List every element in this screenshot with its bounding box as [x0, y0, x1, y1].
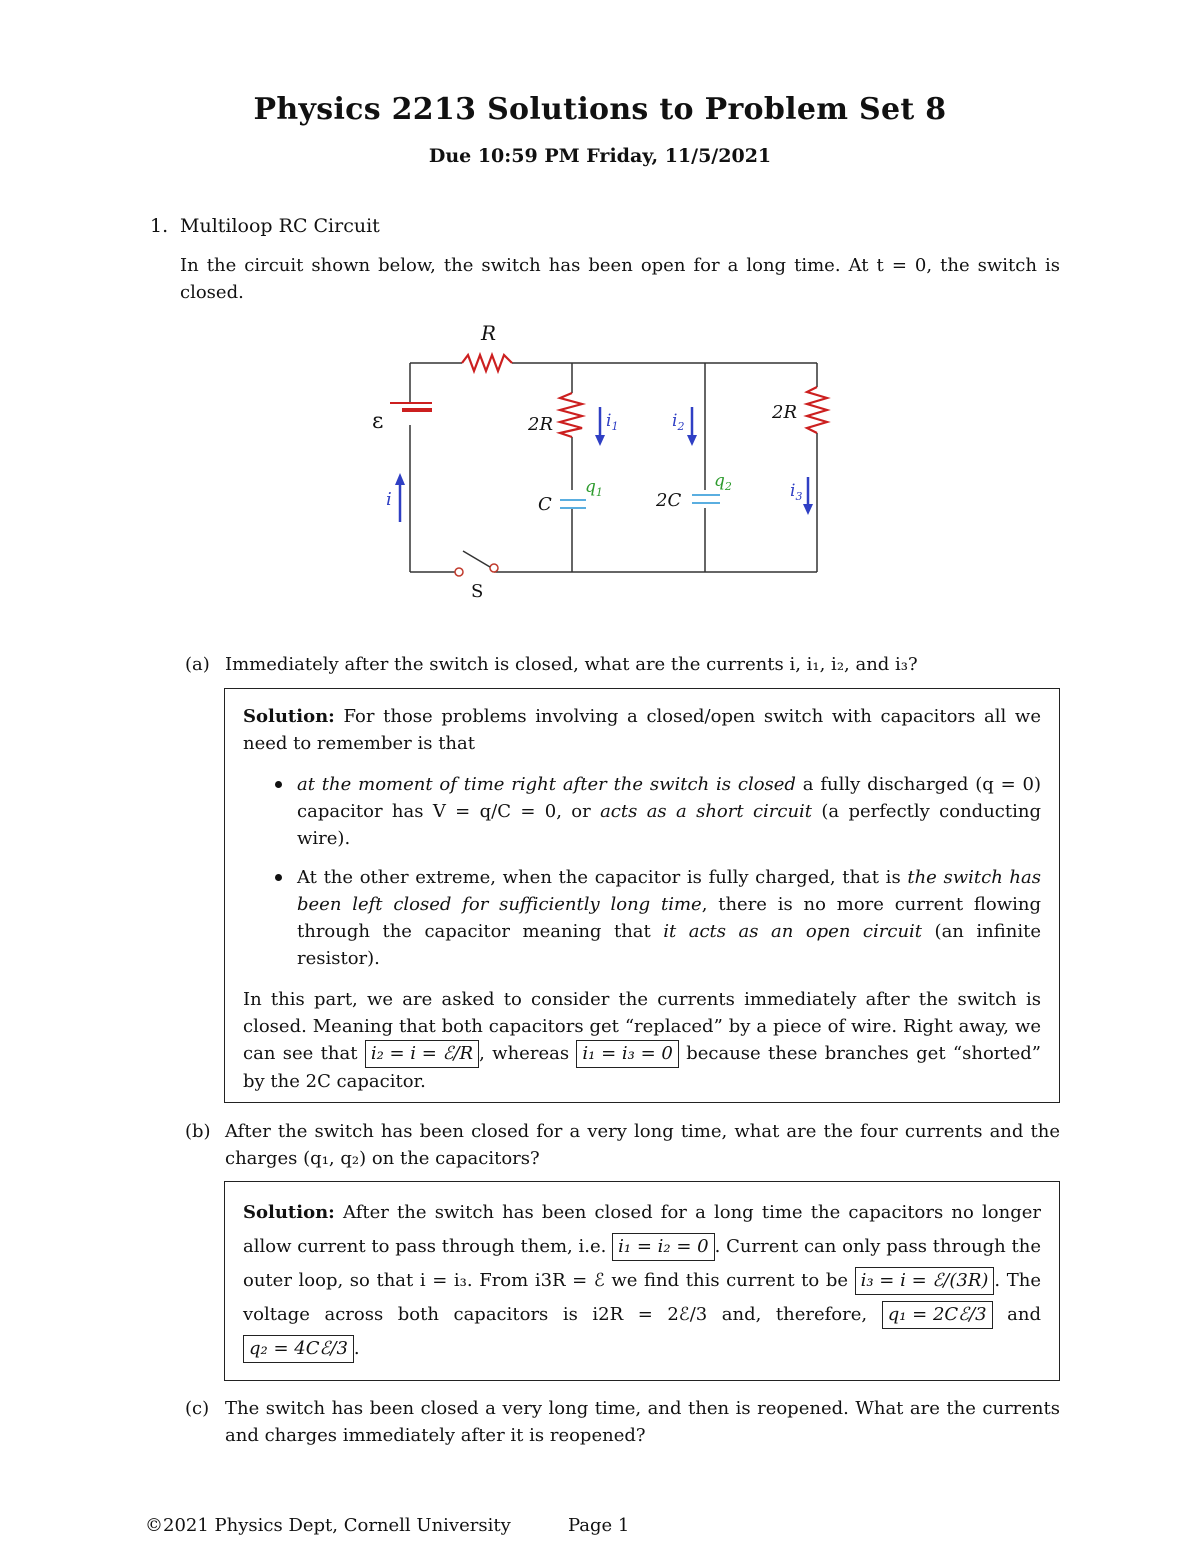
problem-heading [150, 215, 380, 237]
part-c-label: (c) [185, 1398, 210, 1419]
label-2R-right: 2R [772, 402, 798, 423]
label-i3: $i_3$ [790, 481, 803, 503]
label-q1: $q_1$ [585, 477, 603, 499]
resistor-2R-left [560, 393, 582, 437]
footer-copyright: ©2021 Physics Dept, Cornell University [145, 1515, 511, 1536]
bullet-open-circuit: At the other extreme, when the capacitor is fully charged, that is the switch has been left closed for sufficiently long time, there is no more current flowing through the capacitor meaning that it acts as an open circuit (an infinite resistor). [297, 864, 1041, 972]
circuit-diagram [360, 315, 840, 605]
answer-box-i2: i₂ = i = ℰ/R [365, 1040, 479, 1068]
page-title: Physics 2213 Solutions to Problem Set 8 [253, 92, 947, 127]
part-a-question [185, 651, 1060, 678]
label-2C: 2C [656, 490, 682, 511]
resistor-2R-right [807, 387, 827, 433]
part-a-solution-intro: Solution: For those problems involving a closed/open switch with capacitors all we need to remember is that [243, 706, 1041, 754]
label-C: C [538, 494, 552, 515]
label-i: i [386, 489, 392, 510]
label-i1: $i_1$ [606, 411, 619, 433]
label-i2: $i_2$ [672, 411, 685, 433]
bullet-short-circuit: at the moment of time right after the switch is closed a fully discharged (q = 0) capacitor has V = q/C = 0, or acts as a short circuit (a perfectly conducting wire). [297, 771, 1041, 852]
label-2R-left: 2R [528, 414, 554, 435]
part-c-question [185, 1395, 1060, 1449]
problem-number: 1. [150, 215, 169, 237]
due-date: Due 10:59 PM Friday, 11/5/2021 [428, 145, 772, 167]
solution-bullets [243, 771, 1041, 972]
part-a-solution-paragraph: In this part, we are asked to consider the currents immediately after the switch is closed. Meaning that both capacitors get “replaced” by a piece of wire. Right away, we can see that i₂ = i = ℰ/R , whereas i₁ = i₃ = 0 because these branches get “shorted” by the 2C capacitor. [243, 989, 1042, 1092]
part-b-text: After the switch has been closed for a very long time, what are the four currents and the charges (q₁, q₂) on the capacitors? [225, 1121, 1060, 1169]
problem-title: Multiloop RC Circuit [180, 215, 380, 237]
answer-box-q2: q₂ = 4Cℰ/3 [243, 1335, 354, 1363]
problem-intro: In the circuit shown below, the switch has been open for a long time. At t = 0, the switch is closed. [180, 255, 1060, 303]
label-q2: $q_2$ [714, 471, 732, 493]
part-a-solution-box [224, 688, 1060, 1103]
part-b-solution-box [224, 1181, 1060, 1381]
answer-box-i1-i2: i₁ = i₂ = 0 [612, 1233, 714, 1261]
part-b-label: (b) [185, 1121, 211, 1142]
label-switch: S [471, 581, 484, 602]
label-emf: ε [372, 409, 384, 434]
resistor-R [462, 355, 512, 371]
part-c-text: The switch has been closed a very long time, and then is reopened. What are the currents and charges immediately after it is reopened? [225, 1398, 1060, 1446]
answer-box-q1: q₁ = 2Cℰ/3 [882, 1301, 993, 1329]
solution-label: Solution: [243, 706, 335, 727]
part-a-label: (a) [185, 654, 210, 675]
label-R: R [481, 321, 497, 345]
part-a-text: Immediately after the switch is closed, what are the currents i, i₁, i₂, and i₃? [225, 654, 918, 675]
answer-box-i1-i3: i₁ = i₃ = 0 [576, 1040, 678, 1068]
footer-page-number: Page 1 [568, 1515, 630, 1536]
part-b-solution-text: Solution: After the switch has been closed for a long time the capacitors no longer allow current to pass through them, i.e. i₁ = i₂ = 0 . Current can only pass through the outer loop, so that i = i₃. From i3R = ℰ we find this current to be i₃ = i = ℰ/(3R) . The voltage across both capacitors is i2R = 2ℰ/3 and, therefore, q₁ = 2Cℰ/3 and q₂ = 4Cℰ/3 . [243, 1196, 1041, 1366]
answer-box-i3: i₃ = i = ℰ/(3R) [855, 1267, 995, 1295]
part-b-question [185, 1118, 1060, 1172]
